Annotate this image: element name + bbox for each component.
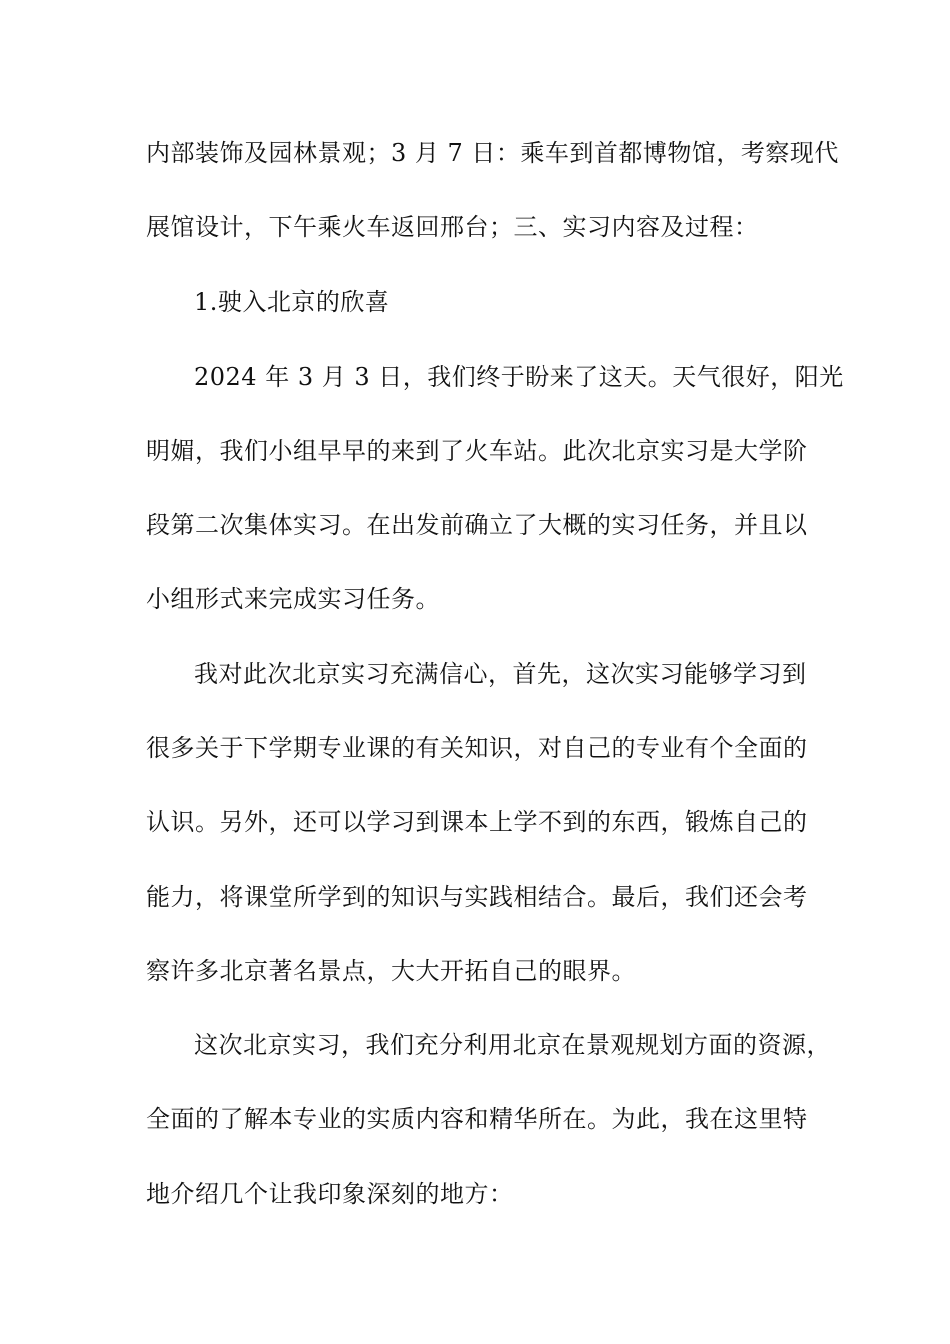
paragraph-first-line: 这次北京实习，我们充分利用北京在景观规划方面的资源， — [194, 1031, 831, 1059]
text-line: 展馆设计，下午乘火车返回邢台；三、实习内容及过程： — [146, 213, 759, 241]
paragraph-first-line: 我对此次北京实习充满信心，首先，这次实习能够学习到 — [194, 660, 807, 688]
text-line: 全面的了解本专业的实质内容和精华所在。为此，我在这里特 — [146, 1105, 808, 1133]
section-heading: 1.驶入北京的欣喜 — [194, 288, 390, 316]
text-line: 内部装饰及园林景观；3 月 7 日：乘车到首都博物馆，考察现代 — [146, 139, 839, 167]
text-line: 察许多北京著名景点，大大开拓自己的眼界。 — [146, 957, 636, 985]
text-line: 很多关于下学期专业课的有关知识，对自己的专业有个全面的 — [146, 734, 808, 762]
text-line: 段第二次集体实习。在出发前确立了大概的实习任务，并且以 — [146, 511, 808, 539]
text-line: 明媚，我们小组早早的来到了火车站。此次北京实习是大学阶 — [146, 437, 808, 465]
text-line: 能力，将课堂所学到的知识与实践相结合。最后，我们还会考 — [146, 883, 808, 911]
text-line: 小组形式来完成实习任务。 — [146, 585, 440, 613]
text-line: 地介绍几个让我印象深刻的地方： — [146, 1180, 514, 1208]
paragraph-first-line: 2024 年 3 月 3 日，我们终于盼来了这天。天气很好，阳光 — [194, 363, 844, 391]
text-line: 认识。另外，还可以学习到课本上学不到的东西，锻炼自己的 — [146, 808, 808, 836]
